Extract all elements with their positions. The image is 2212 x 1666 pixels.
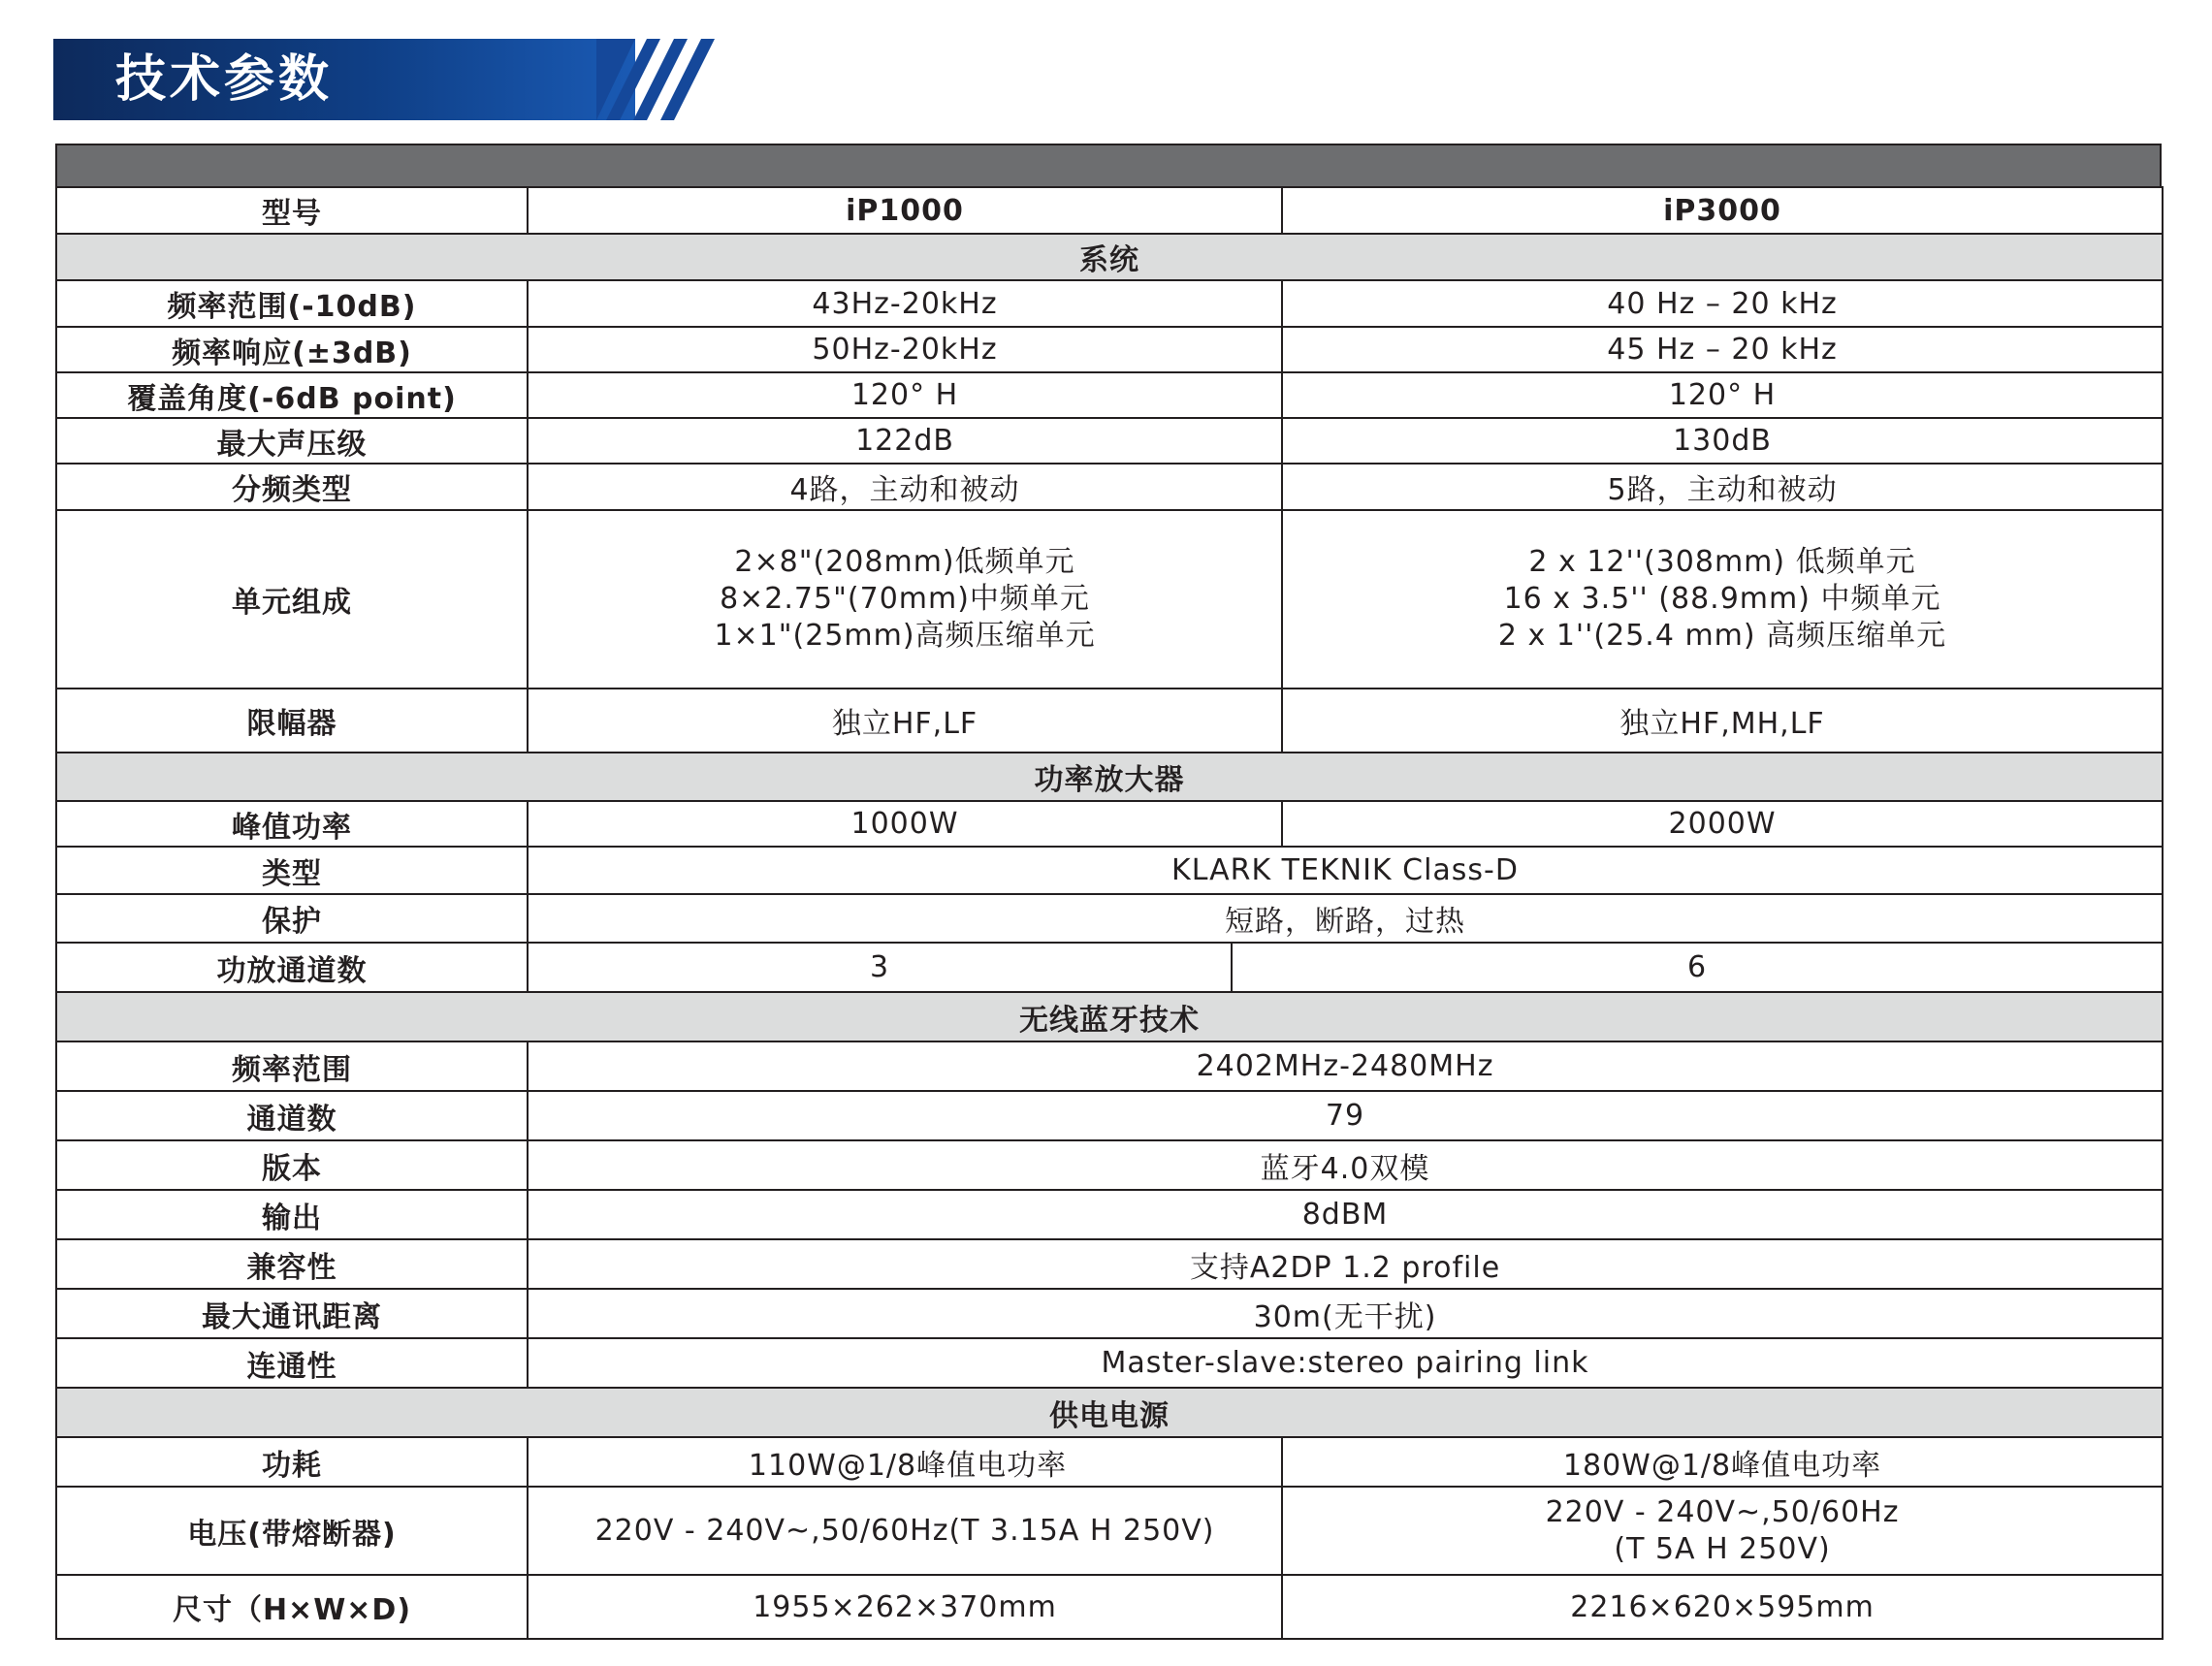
driver-line: 8×2.75"(70mm)中频单元: [720, 582, 1090, 616]
spec-table-container: [55, 144, 2162, 1640]
cell-ip3000: 180W@1/8峰值电功率: [1282, 1437, 2163, 1487]
cell-ip3000: 独立HF,MH,LF: [1282, 689, 2163, 753]
row-label: 频率范围: [56, 1041, 528, 1091]
header-model-ip3000: iP3000: [1282, 187, 2163, 234]
section-row-amplifier: [56, 753, 2163, 801]
row-label: 最大声压级: [56, 418, 528, 464]
row-label: 限幅器: [56, 689, 528, 753]
cell-shared: Master-slave:stereo pairing link: [528, 1338, 2163, 1388]
cell-ip1000: 1000W: [528, 801, 1282, 847]
banner-stripes: [596, 39, 771, 120]
table-row: [56, 1575, 2163, 1639]
cell-ip1000: 1955×262×370mm: [528, 1575, 1282, 1639]
row-label: 版本: [56, 1140, 528, 1190]
row-label: 功耗: [56, 1437, 528, 1487]
table-row: [56, 1140, 2163, 1190]
cell-text: 110W@1/8峰值电功率: [748, 1448, 1068, 1483]
cell-shared: 8dBM: [528, 1190, 2163, 1239]
header-model-label: 型号: [56, 187, 528, 234]
row-label: 频率响应(±3dB): [56, 327, 528, 372]
cell-shared: 支持A2DP 1.2 profile: [528, 1239, 2163, 1289]
table-header-row: [56, 187, 2163, 234]
table-row: [56, 327, 2163, 372]
row-label: 最大通讯距离: [56, 1289, 528, 1338]
table-row: [56, 280, 2163, 327]
table-row: [56, 464, 2163, 510]
table-row: [56, 801, 2163, 847]
row-label: 输出: [56, 1190, 528, 1239]
driver-line: 16 x 3.5'' (88.9mm) 中频单元: [1503, 582, 1941, 616]
table-row: [56, 1289, 2163, 1338]
cell-ip3000: [1282, 510, 2163, 689]
cell-ip3000: [1282, 1487, 2163, 1575]
cell-ip1000: 120° H: [528, 372, 1282, 418]
row-label: 尺寸（H×W×D): [56, 1575, 528, 1639]
table-row: [56, 894, 2163, 943]
cell-ip3000: 2216×620×595mm: [1282, 1575, 2163, 1639]
table-row: [56, 1239, 2163, 1289]
section-row-power: [56, 1388, 2163, 1437]
header-model-ip1000: iP1000: [528, 187, 1282, 234]
table-row: [56, 689, 2163, 753]
cell-ip1000: [528, 1437, 1282, 1487]
cell-shared: 79: [528, 1091, 2163, 1140]
row-label: 单元组成: [56, 510, 528, 689]
table-top-bar: [55, 144, 2162, 186]
cell-ip3000: 120° H: [1282, 372, 2163, 418]
section-title-amplifier: 功率放大器: [56, 753, 2163, 801]
cell-ip1000: 122dB: [528, 418, 1282, 464]
driver-line: 2×8"(208mm)低频单元: [734, 545, 1075, 579]
section-banner: [53, 39, 713, 120]
table-row: [56, 1190, 2163, 1239]
row-label: 连通性: [56, 1338, 528, 1388]
row-label: 覆盖角度(-6dB point): [56, 372, 528, 418]
cell-ip1000: [528, 510, 1282, 689]
cell-ip1000: 220V - 240V~,50/60Hz(T 3.15A H 250V): [528, 1487, 1282, 1575]
table-row: [56, 418, 2163, 464]
table-row: [56, 1091, 2163, 1140]
cell-ip3000: 2000W: [1282, 801, 2163, 847]
voltage-line: 220V - 240V~,50/60Hz: [1545, 1494, 1900, 1529]
table-row: [56, 847, 2163, 894]
cell-shared: 短路，断路，过热: [528, 894, 2163, 943]
section-title-bluetooth: 无线蓝牙技术: [56, 992, 2163, 1041]
section-title-power: 供电电源: [56, 1388, 2163, 1437]
cell-shared: KLARK TEKNIK Class-D: [528, 847, 2163, 894]
cell-ip1000: 43Hz-20kHz: [528, 280, 1282, 327]
row-label: 功放通道数: [56, 943, 528, 992]
table-row: [56, 1437, 2163, 1487]
row-label: 类型: [56, 847, 528, 894]
cell-ip3000: 6: [1232, 943, 2163, 992]
table-row: [56, 510, 2163, 689]
table-row: [56, 1487, 2163, 1575]
section-title-system: 系统: [56, 234, 2163, 280]
driver-line: 2 x 1''(25.4 mm) 高频压缩单元: [1497, 619, 1947, 653]
cell-ip1000: 3: [528, 943, 1232, 992]
cell-ip1000: 50Hz-20kHz: [528, 327, 1282, 372]
cell-shared: 2402MHz-2480MHz: [528, 1041, 2163, 1091]
table-row: [56, 372, 2163, 418]
voltage-line: (T 5A H 250V): [1614, 1531, 1831, 1566]
row-label: 通道数: [56, 1091, 528, 1140]
row-label: 电压(带熔断器): [56, 1487, 528, 1575]
table-row: [56, 1338, 2163, 1388]
cell-ip3000: 45 Hz – 20 kHz: [1282, 327, 2163, 372]
cell-ip3000: 5路，主动和被动: [1282, 464, 2163, 510]
driver-line: 2 x 12''(308mm) 低频单元: [1528, 545, 1916, 579]
section-row-bluetooth: [56, 992, 2163, 1041]
row-label: 峰值功率: [56, 801, 528, 847]
cell-shared: 30m(无干扰): [528, 1289, 2163, 1338]
driver-line: 1×1"(25mm)高频压缩单元: [714, 619, 1096, 653]
page-title: 技术参数: [115, 50, 334, 109]
cell-ip1000: 独立HF,LF: [528, 689, 1282, 753]
section-row-system: [56, 234, 2163, 280]
cell-ip1000: 4路，主动和被动: [528, 464, 1282, 510]
row-label: 频率范围(-10dB): [56, 280, 528, 327]
row-label: 分频类型: [56, 464, 528, 510]
spec-table: [55, 186, 2164, 1640]
cell-ip3000: 40 Hz – 20 kHz: [1282, 280, 2163, 327]
table-row: [56, 1041, 2163, 1091]
row-label: 保护: [56, 894, 528, 943]
cell-shared: 蓝牙4.0双模: [528, 1140, 2163, 1190]
cell-ip3000: 130dB: [1282, 418, 2163, 464]
table-row: [56, 943, 2163, 992]
row-label: 兼容性: [56, 1239, 528, 1289]
